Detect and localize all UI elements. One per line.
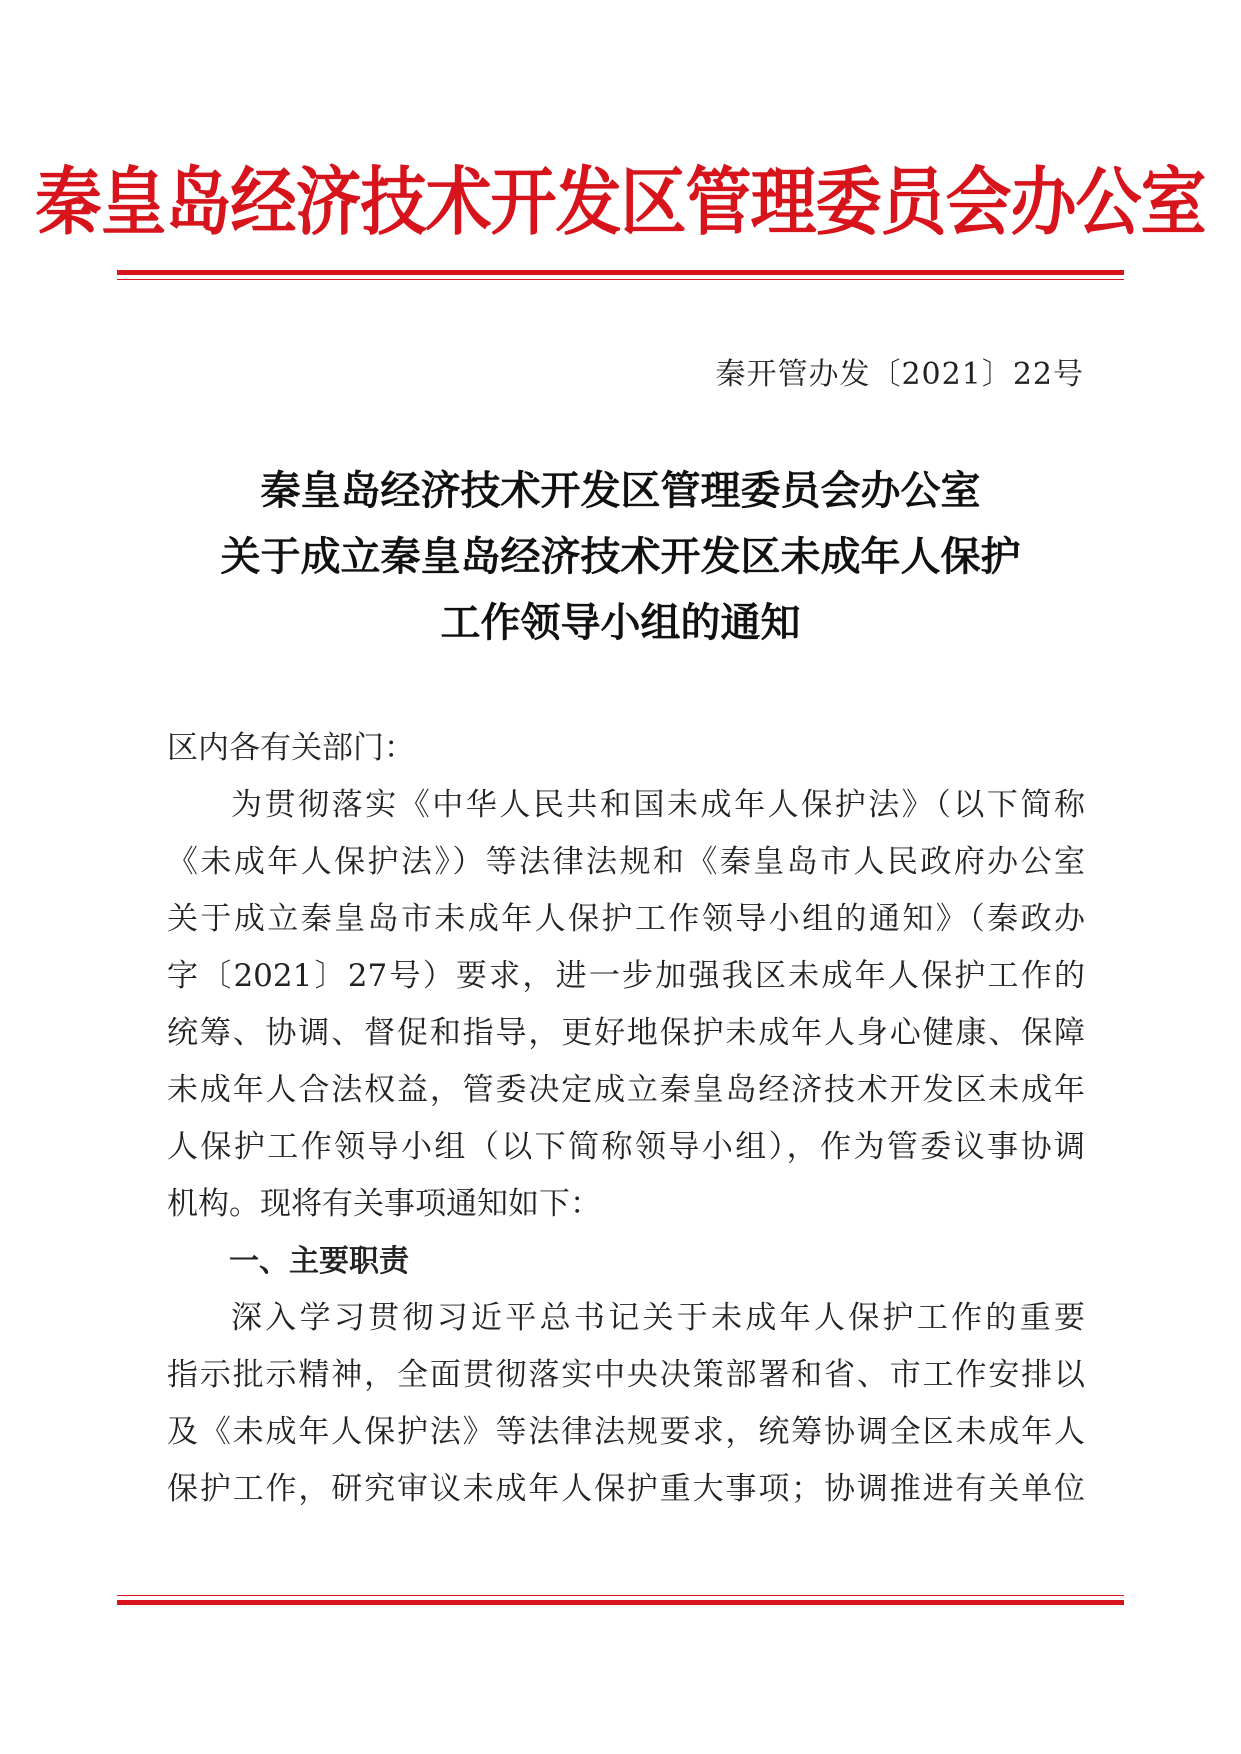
document-body	[167, 720, 1085, 1518]
footer-rule-thin	[117, 1595, 1124, 1596]
title-line: 关于成立秦皇岛经济技术开发区未成年人保护	[220, 534, 1021, 580]
paragraph-line: 未成年人合法权益，管委决定成立秦皇岛经济技术开发区未成年	[167, 1072, 1085, 1108]
paragraph-line: 深入学习贯彻习近平总书记关于未成年人保护工作的重要	[231, 1300, 1085, 1336]
title-line: 秦皇岛经济技术开发区管理委员会办公室	[260, 468, 981, 514]
section-heading: 一、主要职责	[229, 1244, 409, 1279]
masthead-rule-thick	[117, 270, 1124, 275]
paragraph-line: 机构。现将有关事项通知如下：	[167, 1186, 601, 1222]
paragraph-line: 字〔2021〕27号）要求，进一步加强我区未成年人保护工作的	[167, 958, 1085, 994]
paragraph-line: 人保护工作领导小组（以下简称领导小组），作为管委议事协调	[167, 1129, 1085, 1165]
paragraph-line: 及《未成年人保护法》等法律法规要求，统筹协调全区未成年人	[167, 1414, 1085, 1450]
paragraph-line: 指示批示精神，全面贯彻落实中央决策部署和省、市工作安排以	[167, 1357, 1085, 1393]
document-number: 秦开管办发〔2021〕22号	[715, 357, 1084, 392]
document-title	[150, 458, 1091, 656]
paragraph-line: 为贯彻落实《中华人民共和国未成年人保护法》（以下简称	[231, 787, 1085, 823]
paragraph-line: 保护工作，研究审议未成年人保护重大事项；协调推进有关单位	[167, 1471, 1085, 1507]
paragraph-line: 关于成立秦皇岛市未成年人保护工作领导小组的通知》（秦政办	[167, 901, 1085, 937]
salutation: 区内各有关部门：	[167, 730, 415, 766]
masthead-rule-thin	[117, 279, 1124, 280]
masthead: 秦皇岛经济技术开发区管理委员会办公室	[35, 158, 1206, 245]
paragraph-line: 统筹、协调、督促和指导，更好地保护未成年人身心健康、保障	[167, 1015, 1085, 1051]
footer-rule-thick	[117, 1600, 1124, 1605]
paragraph-line: 《未成年人保护法》）等法律法规和《秦皇岛市人民政府办公室	[167, 844, 1085, 880]
title-line: 工作领导小组的通知	[440, 600, 801, 646]
